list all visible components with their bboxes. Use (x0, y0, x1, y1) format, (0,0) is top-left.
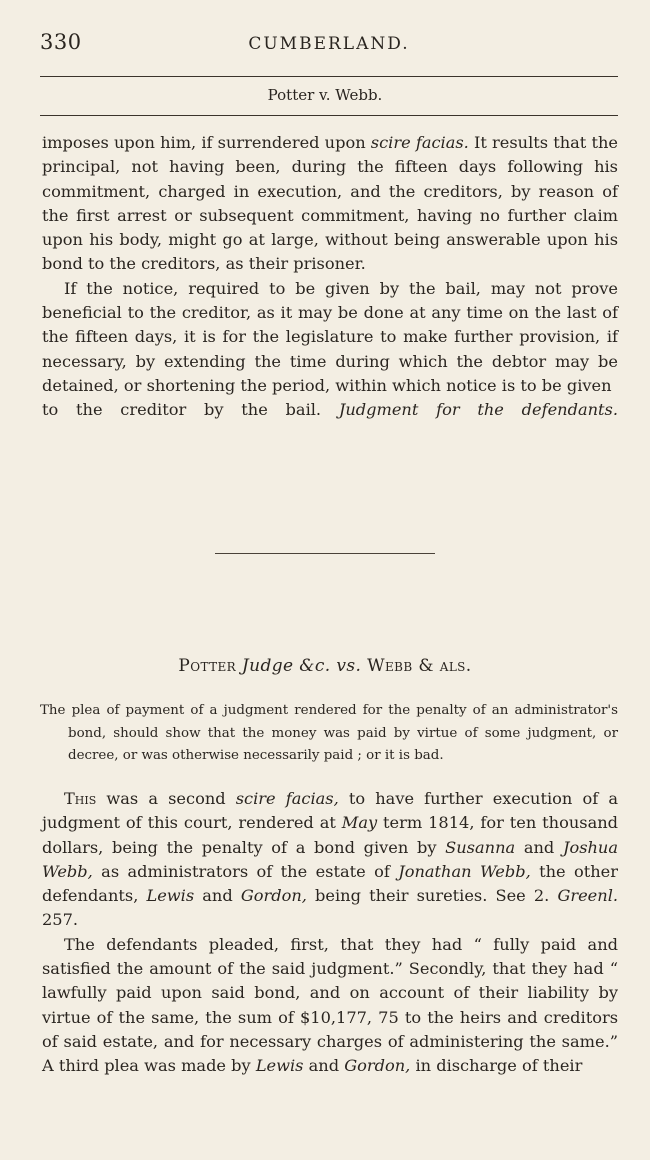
page-number: 330 (40, 30, 82, 54)
section-divider (215, 553, 435, 554)
case-reference-rule (40, 115, 618, 116)
header-rule (40, 76, 618, 77)
paragraph: This was a second scire facias, to have further execution of a judgment of this court, rendered at May term 1814, for ten thousand dollars, being the penalty of a bond given by Susanna and Joshua Webb, as administrators of the estate of Jonathan Webb, the other defendants, Lewis and Gordon, being their sureties. See 2. Greenl. 257. (42, 789, 619, 930)
paragraph: imposes upon him, if surrendered upon scire facias. It results that the principal, not having been, during the fifteen days following his commitment, charged in execution, and the creditors, by reason of the first arrest or subsequent commitment, having no further claim upon his body, might go at large, without being answerable upon his bond to the creditors, as their prisoner. (42, 133, 618, 274)
paragraph: The defendants pleaded, first, that they had “ fully paid and satisfied the amount of the said judgment.” Secondly, that they had “ lawfully paid upon said bond, and on account of their liability by virtue of the same, the sum of $10,177, 75 to the heirs and creditors of said estate, and for necessary charges of administering the same.” A third plea was made by Lewis and Gordon, in discharge of their (42, 934, 618, 1076)
case-reference-text: Potter v. Webb. (267, 86, 383, 104)
judgment-line: to the creditor by the bail. Judgment for the defendants. (42, 400, 618, 420)
headnote-text: The plea of payment of a judgment rendered for the penalty of an administrator's bond, should show that the money was paid by virtue of some judgment, or decree, or was otherwise necessarily paid ; or it is bad. (40, 703, 618, 763)
case-title: Potter Judge &c. vs. Webb & als. (178, 656, 472, 676)
second-case-text (42, 787, 618, 1079)
running-title: CUMBERLAND. (248, 34, 410, 54)
paragraph: If the notice, required to be given by the bail, may not prove beneficial to the creditor, as it may be done at any time on the last of the fifteen days, it is for the legislature to make further provision, if necessary, by extending the time during which the debtor may be detained, or shortening the period, within which notice is to be given (42, 278, 618, 395)
case-reference (0, 86, 650, 104)
running-head (40, 30, 618, 60)
headnote (40, 700, 618, 768)
judgment: Judgment for the defendants. (338, 400, 618, 420)
first-case-text (42, 131, 618, 423)
